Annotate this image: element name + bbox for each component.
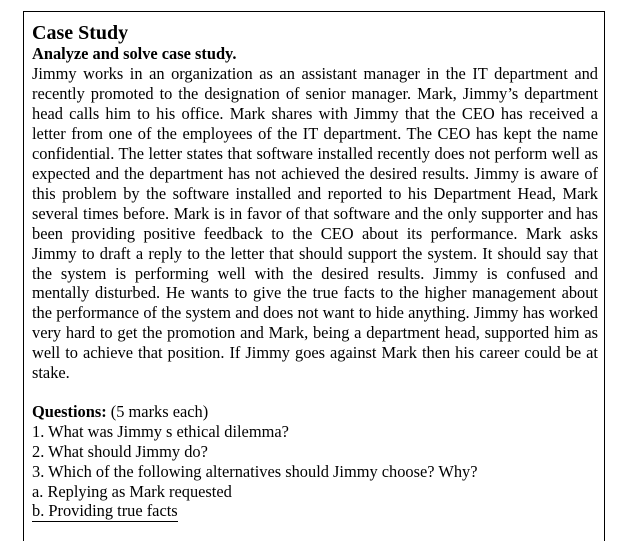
document-subtitle: Analyze and solve case study.	[32, 44, 237, 63]
questions-list	[32, 422, 598, 522]
questions-label: Questions:	[32, 402, 107, 422]
question-item: 1. What was Jimmy s ethical dilemma?	[32, 422, 289, 442]
question-item: 3. Which of the following alternatives should Jimmy choose? Why?	[32, 461, 478, 481]
question-option: a. Replying as Mark requested	[32, 481, 232, 501]
document-title: Case Study	[32, 22, 129, 44]
case-body-paragraph: Jimmy works in an organization as an assistant manager in the IT department and recently promoted to the designation of senior manager. Mark, Jimmy’s department head calls him to his office. Mark shares with Jimmy that the CEO has received a letter from one of the employees of the IT department. The CEO has kept the name confidential. The letter states that software installed recently does not perform well as expected and the department has not achieved the desired results. Jimmy is aware of this problem by the software installed and reported to his Department Head, Mark several times before. Mark is in favor of that software and the only supporter and has been providing positive feedback to the CEO about its performance. Mark asks Jimmy to draft a reply to the letter that should support the system. It should say that the system is performing well with the desired results. Jimmy is confused and mentally disturbed. He wants to give the true facts to the higher management about the performance of the system and does not want to hide anything. Jimmy has worked very hard to get the promotion and Mark, being a department head, supported him as well to achieve that position. If Jimmy goes against Mark then his career could be at stake.	[32, 64, 598, 383]
question-option	[32, 501, 598, 522]
question-item: 2. What should Jimmy do?	[32, 442, 208, 462]
case-study-document	[23, 11, 605, 541]
questions-marks: (5 marks each)	[110, 402, 209, 422]
questions-heading	[32, 402, 598, 422]
section-spacer	[32, 383, 598, 402]
question-option-text: b. Providing true facts	[32, 501, 178, 521]
